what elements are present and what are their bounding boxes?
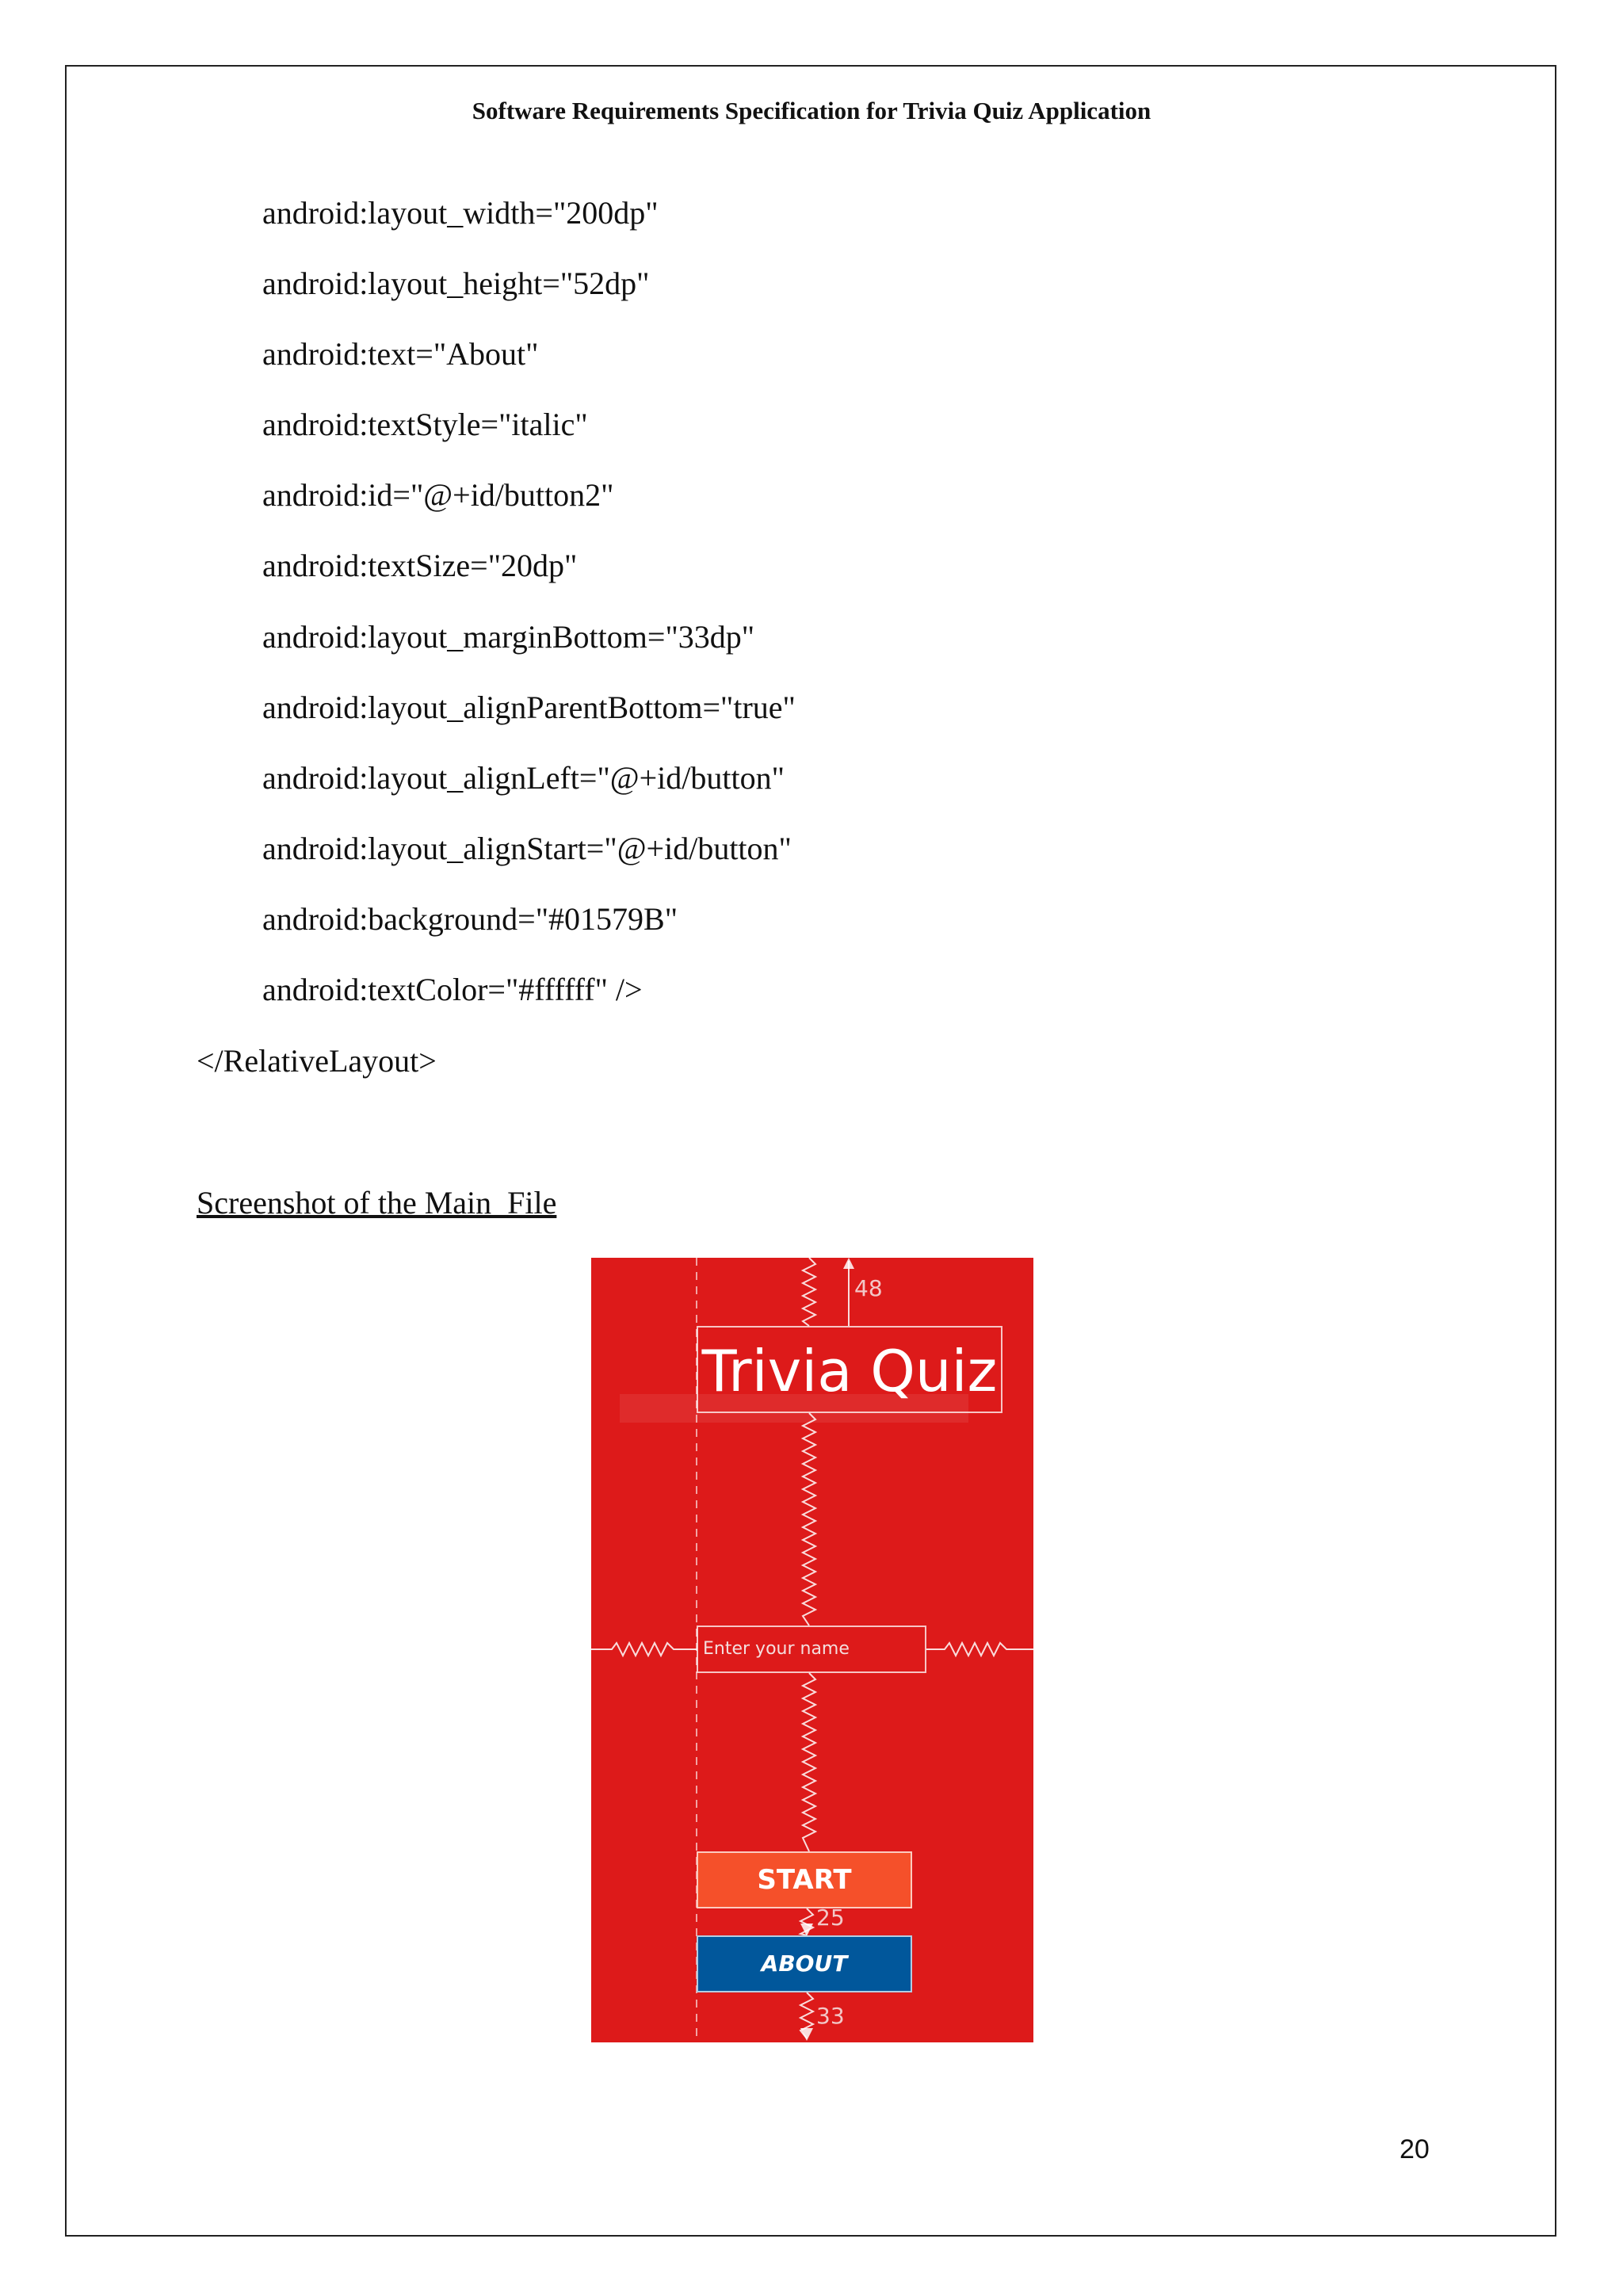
- margin-top-label: 48: [854, 1275, 883, 1301]
- zigzag-spring: [591, 1643, 697, 1656]
- zigzag-spring: [803, 1258, 815, 1326]
- margin-between-label: 25: [816, 1904, 845, 1931]
- code-line: android:id="@+id/button2": [262, 477, 614, 513]
- about-button[interactable]: ABOUT: [697, 1935, 912, 1992]
- zigzag-spring: [803, 1413, 815, 1626]
- zigzag-spring: [803, 1673, 815, 1851]
- code-line: android:layout_alignLeft="@+id/button": [262, 760, 785, 796]
- arrow-head-icon: [800, 2028, 813, 2041]
- arrow-head-icon: [843, 1258, 854, 1269]
- code-line: android:text="About": [262, 336, 539, 372]
- code-line: android:textColor="#ffffff" />: [262, 972, 643, 1007]
- code-closing-tag: </RelativeLayout>: [197, 1043, 437, 1079]
- code-line: android:layout_alignStart="@+id/button": [262, 831, 792, 866]
- page-header: Software Requirements Specification for Trivia Quiz Application: [472, 97, 1151, 124]
- start-button[interactable]: START: [697, 1851, 912, 1908]
- code-line: android:layout_height="52dp": [262, 266, 650, 301]
- code-line: android:background="#01579B": [262, 901, 678, 937]
- app-screenshot: [591, 1258, 1033, 2042]
- screenshot-caption: Screenshot of the Main_File: [197, 1185, 557, 1221]
- margin-bottom-label: 33: [816, 2003, 845, 2029]
- name-input[interactable]: Enter your name: [697, 1626, 926, 1673]
- app-title: Trivia Quiz: [697, 1326, 1002, 1413]
- code-line: android:layout_marginBottom="33dp": [262, 619, 755, 655]
- code-line: android:layout_alignParentBottom="true": [262, 690, 796, 725]
- code-line: android:layout_width="200dp": [262, 195, 659, 231]
- zigzag-spring: [926, 1643, 1033, 1656]
- code-line: android:textSize="20dp": [262, 548, 578, 583]
- code-line: android:textStyle="italic": [262, 407, 588, 442]
- page-number: 20: [1400, 2134, 1430, 2164]
